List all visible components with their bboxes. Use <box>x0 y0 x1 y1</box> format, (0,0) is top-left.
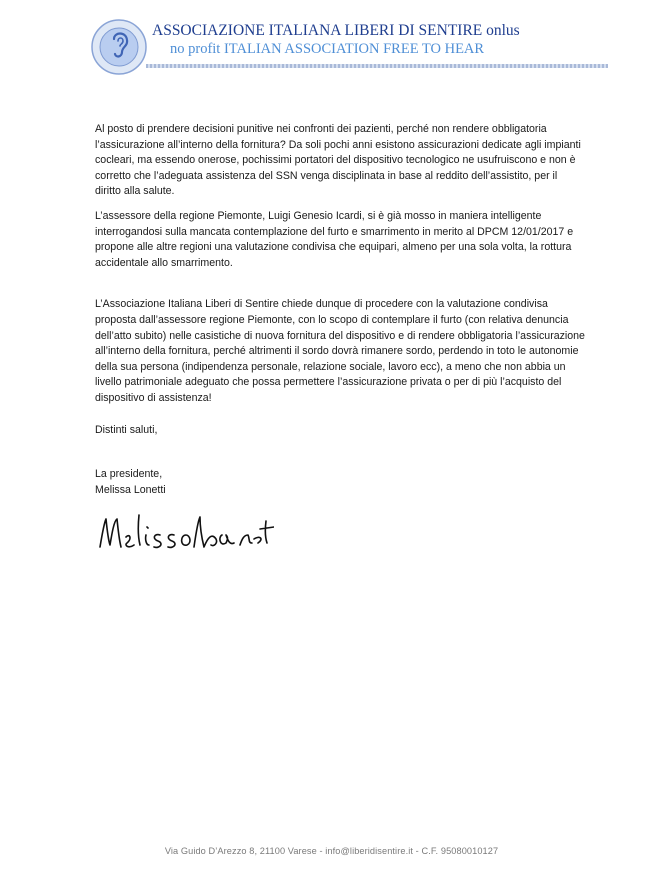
paragraph-2: L’assessore della regione Piemonte, Luigi Genesio Icardi, si è già mosso in maniera intelligente interrogandosi sulla mancata contemplazione del furto e smarrimento in merito al DPCM 12/01/2017 e propone alle altre regioni una valutazione condivisa che equipari, almeno per una sola volta, la rottura accidentale allo smarrimento. <box>95 209 574 269</box>
letter-body <box>95 122 585 407</box>
paragraph-3: L’Associazione Italiana Liberi di Sentire chiede dunque di procedere con la valutazione condivisa proposta dall’assessore regione Piemonte, con lo scopo di contemplare il furto (con relativa denuncia dell’atto subito) nelle casistiche di nuova fornitura del dispositivo e di rendere obbligatoria l’assicurazione all’interno della fornitura, perché altrimenti il sordo dovrà rimanere sordo, perdendo in toto le autonomie della sua persona (indipendenza personale, relazione sociale, lavoro ecc), a meno che non abbia un livello patrimoniale adeguato che possa permettere l’assicurazione privata o per di più l’acquisto del dispositivo di assistenza! <box>95 298 585 404</box>
association-logo <box>90 18 148 76</box>
signer-name: Melissa Lonetti <box>95 483 166 496</box>
greeting: Distinti saluti, <box>95 424 158 436</box>
association-subtitle: no profit ITALIAN ASSOCIATION FREE TO HEAR <box>170 41 485 57</box>
letterhead <box>90 14 610 76</box>
footer-contact: Via Guido D’Arezzo 8, 21100 Varese - info@liberidisentire.it - C.F. 95080010127 <box>164 846 499 856</box>
header-divider <box>146 64 608 68</box>
signer-role: La presidente, <box>95 468 163 480</box>
association-title: ASSOCIAZIONE ITALIANA LIBERI DI SENTIRE onlus <box>152 22 520 39</box>
closing-block <box>95 467 166 498</box>
handwritten-signature <box>94 505 274 565</box>
paragraph-1: Al posto di prendere decisioni punitive nei confronti dei pazienti, perché non rendere obbligatoria l’assicurazione all’interno della fornitura? Da soli pochi anni esistono assicurazioni dedicate agli impianti cocleari, ma essendo onerose, pochissimi portatori del dispositivo tecnologico ne usufruiscono e non è corretto che l’adeguata assistenza del SSN venga disciplinata in base al reddito dell’assistito, per il diritto alla salute. <box>95 123 581 198</box>
